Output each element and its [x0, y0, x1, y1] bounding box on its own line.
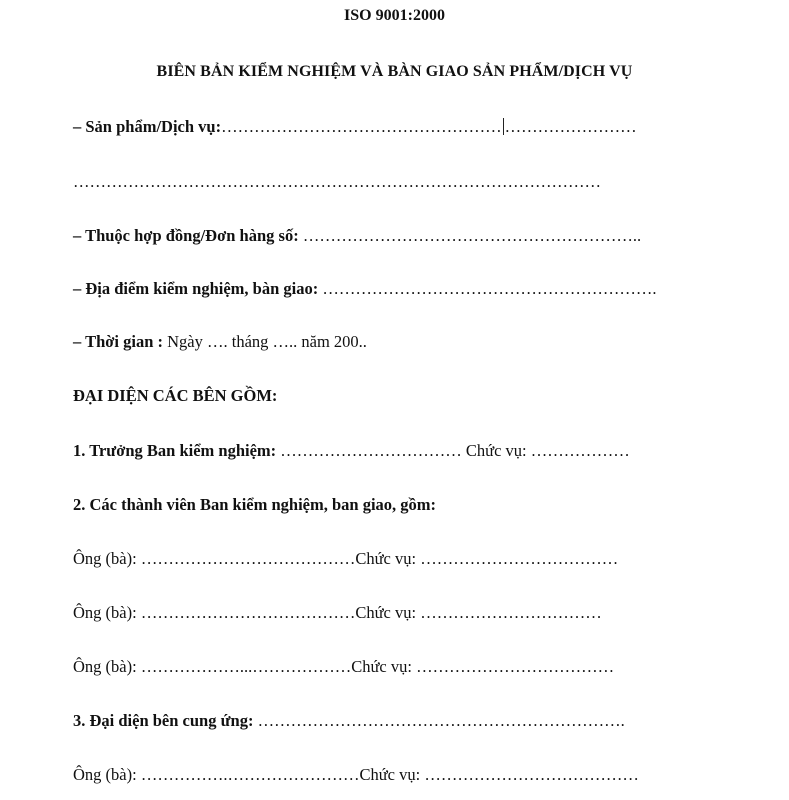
contract-field[interactable] — [73, 226, 641, 246]
text-cursor — [503, 118, 504, 135]
product-label: – Sản phẩm/Dịch vụ: — [73, 117, 222, 136]
product-fill-after: …………………… — [504, 117, 637, 136]
member-position-fill: ……………………………… — [420, 549, 619, 568]
supplier-position-label: Chức vụ: — [359, 765, 425, 784]
time-field[interactable] — [73, 332, 367, 352]
member-position-fill: …………………………… — [420, 603, 602, 622]
location-field[interactable] — [73, 279, 656, 299]
member-name-label: Ông (bà): — [73, 549, 141, 568]
supplier-fill: …………………………………………………………. — [253, 711, 625, 730]
supplier-field[interactable] — [73, 711, 625, 731]
product-continuation-line[interactable]: …………………………………………………………………………………… — [73, 172, 601, 191]
time-value: Ngày …. tháng ….. năm 200.. — [163, 332, 367, 351]
location-label: – Địa điểm kiểm nghiệm, bàn giao: — [73, 279, 319, 298]
member-position-label: Chức vụ: — [351, 657, 417, 676]
representatives-heading: ĐẠI DIỆN CÁC BÊN GỒM: — [73, 386, 278, 405]
iso-standard-label: ISO 9001:2000 — [344, 7, 445, 24]
member-name-fill: ………………………………… — [140, 549, 356, 568]
member-row[interactable] — [73, 657, 614, 677]
member-name-fill: ………………...……………… — [140, 657, 352, 676]
member-position-label: Chức vụ: — [355, 603, 421, 622]
supplier-name-fill: …………….…………………… — [140, 765, 360, 784]
member-position-fill: ……………………………… — [416, 657, 615, 676]
supplier-label: 3. Đại diện bên cung ứng: — [73, 711, 254, 730]
document-title: BIÊN BẢN KIỂM NGHIỆM VÀ BÀN GIAO SẢN PHẨM/DỊCH VỤ — [156, 63, 633, 80]
member-row[interactable] — [73, 549, 618, 569]
member-position-label: Chức vụ: — [355, 549, 421, 568]
member-name-fill: ………………………………… — [140, 603, 356, 622]
head-of-board-field[interactable] — [73, 441, 630, 461]
head-of-board-fill: …………………………… Chức vụ: ……………… — [276, 441, 630, 460]
time-label: – Thời gian : — [73, 332, 163, 351]
supplier-member-row[interactable] — [73, 765, 639, 785]
product-field[interactable] — [73, 117, 637, 137]
members-label: 2. Các thành viên Ban kiểm nghiệm, ban giao, gồm: — [73, 495, 437, 514]
member-name-label: Ông (bà): — [73, 657, 141, 676]
location-fill: ……………………………………………………. — [318, 279, 657, 298]
contract-label: – Thuộc hợp đồng/Đơn hàng số: — [73, 226, 299, 245]
head-of-board-label: 1. Trưởng Ban kiểm nghiệm: — [73, 441, 277, 460]
product-fill-before: …………………………………………… — [221, 117, 502, 136]
supplier-position-fill: ………………………………… — [424, 765, 639, 784]
contract-fill: …………………………………………………….. — [298, 226, 642, 245]
member-name-label: Ông (bà): — [73, 603, 141, 622]
supplier-name-label: Ông (bà): — [73, 765, 141, 784]
member-row[interactable] — [73, 603, 602, 623]
